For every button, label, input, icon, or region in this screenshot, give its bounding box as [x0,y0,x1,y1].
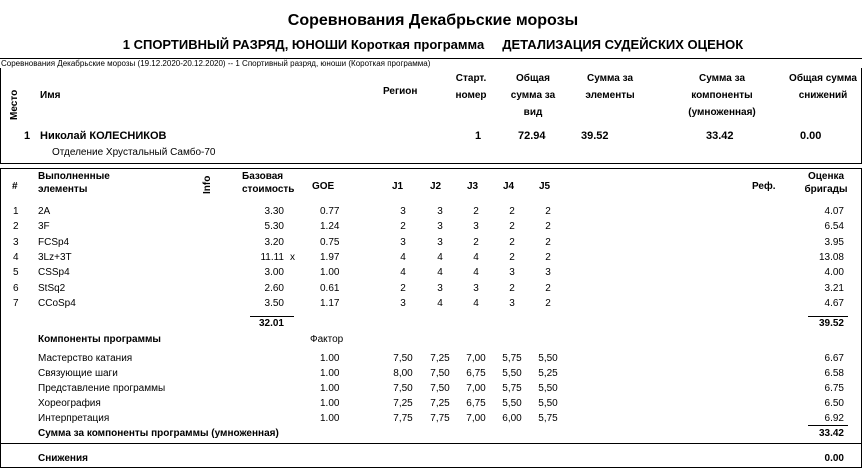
component-judge-3-score: 7,00 [466,413,486,424]
element-score: 13.08 [818,251,844,263]
element-base: 3.50 [264,297,284,309]
component-row [0,413,866,428]
element-judge-1-score: 2 [400,221,406,233]
element-name: CSSp4 [38,267,70,279]
element-num: 5 [13,267,19,279]
component-judge-2-score: 7,25 [430,398,450,409]
bottom-rule [0,467,862,468]
element-name: StSq2 [38,282,66,294]
component-judge-4-score: 5,75 [502,383,522,394]
element-judge-4-score: 2 [509,282,515,294]
element-base: 2.60 [264,282,284,294]
element-judge-5-score: 2 [545,206,551,217]
j3-header: J3 [467,181,479,192]
deductions-total: 0.00 [824,453,844,464]
component-score: 6.67 [824,353,844,364]
element-judge-1-score: 3 [400,206,406,217]
element-judge-5-score: 3 [545,267,551,279]
element-judge-2-score: 3 [437,221,443,233]
element-judge-5-score: 2 [545,251,551,263]
component-row [0,398,866,413]
component-judge-2-score: 7,50 [430,368,450,379]
element-goe: 0.61 [320,282,340,294]
component-judge-5-score: 5,50 [538,398,558,409]
component-judge-1-score: 7,75 [393,413,413,424]
component-name: Хореография [38,398,101,409]
element-judge-4-score: 2 [509,221,515,233]
region-header: Регион [383,86,418,97]
element-judge-5-score: 2 [545,282,551,294]
element-num: 1 [13,206,19,217]
element-judge-5-score: 2 [545,297,551,309]
elements-header: Сумма за элементы [585,73,635,101]
component-judge-1-score: 7,25 [393,398,413,409]
deductions-label: Снижения [38,453,88,464]
details-top [0,168,862,169]
ref-header: Реф. [752,181,776,192]
base-total: 32.01 [258,318,284,329]
element-row [0,267,866,282]
deductions-header: Общая сумма снижений [789,73,857,101]
element-judge-2-score: 3 [437,236,443,248]
element-judge-2-score: 3 [437,206,443,217]
score-header: Оценка бригады [804,171,848,195]
base-header: Базовая стоимость [242,171,295,195]
component-judge-4-score: 5,50 [502,398,522,409]
component-judge-1-score: 7,50 [393,353,413,364]
goe-header: GOE [312,181,335,192]
element-goe: 1.00 [320,267,340,279]
element-score: 6.54 [824,221,844,233]
element-base: 3.30 [264,206,284,217]
element-judge-1-score: 3 [400,236,406,248]
element-base: 11.11 [260,251,284,263]
element-judge-5-score: 2 [545,221,551,233]
component-judge-4-score: 5,75 [502,353,522,364]
element-judge-3-score: 4 [473,267,479,279]
component-judge-2-score: 7,50 [430,383,450,394]
component-judge-5-score: 5,50 [538,353,558,364]
element-goe: 1.24 [320,221,340,233]
element-goe: 1.97 [320,251,340,263]
component-judge-1-score: 7,50 [393,383,413,394]
element-score: 4.67 [824,297,844,309]
component-name: Связующие шаги [38,368,118,379]
element-num: 6 [13,282,19,294]
element-base: 3.20 [264,236,284,248]
element-num: 7 [13,297,19,309]
element-judge-4-score: 2 [509,236,515,248]
element-judge-4-score: 2 [509,206,515,217]
component-factor: 1.00 [320,383,340,394]
component-factor: 1.00 [320,353,340,364]
component-judge-4-score: 5,50 [502,368,522,379]
component-row [0,368,866,383]
name-header: Имя [40,90,61,101]
skater-club: Отделение Хрустальный Самбо-70 [52,147,216,158]
element-judge-5-score: 2 [545,236,551,248]
base-total-rule [250,316,294,317]
element-goe: 0.77 [320,206,340,217]
component-score: 6.58 [824,368,844,379]
element-judge-1-score: 4 [400,267,406,279]
element-name: FCSp4 [38,236,70,248]
component-judge-3-score: 6,75 [466,398,486,409]
element-row [0,252,866,267]
element-judge-3-score: 3 [473,221,479,233]
factor-header: Фактор [310,334,344,345]
element-judge-2-score: 4 [437,297,443,309]
component-judge-3-score: 6,75 [466,368,486,379]
element-judge-4-score: 3 [509,267,515,279]
element-judge-4-score: 2 [509,251,515,263]
element-score: 3.21 [824,282,844,294]
place-header: Место [9,89,20,120]
element-judge-3-score: 4 [473,251,479,263]
element-judge-3-score: 2 [473,206,479,217]
component-factor: 1.00 [320,413,340,424]
skater-total: 72.94 [518,130,546,142]
components-title: Компоненты программы [38,334,161,345]
element-num: 4 [13,251,19,263]
element-judge-3-score: 2 [473,236,479,248]
box-bottom [0,163,862,164]
component-judge-5-score: 5,50 [538,383,558,394]
element-row [0,206,866,221]
element-row [0,283,866,298]
element-bonus-marker: x [290,251,295,263]
element-score: 4.07 [824,206,844,217]
component-judge-5-score: 5,75 [538,413,558,424]
element-judge-1-score: 2 [400,282,406,294]
element-base: 5.30 [264,221,284,233]
element-judge-1-score: 3 [400,297,406,309]
component-judge-4-score: 6,00 [502,413,522,424]
num-header: # [12,181,18,192]
element-name: 3Lz+3T [38,251,72,263]
components-total-label: Сумма за компоненты программы (умноженная) [38,428,279,439]
element-judge-2-score: 3 [437,282,443,294]
skater-place: 1 [24,130,31,142]
j5-header: J5 [539,181,551,192]
component-factor: 1.00 [320,398,340,409]
components-total-rule [808,425,848,426]
component-row [0,383,866,398]
element-name: 2A [38,206,51,217]
competition-subheader: Соревнования Декабрьские морозы (19.12.2020-20.12.2020) -- 1 Спортивный разряд, юноши (Короткая программа) [1,59,431,68]
element-name: CCoSp4 [38,297,76,309]
component-name: Мастерство катания [38,353,133,364]
component-name: Представление программы [38,383,166,394]
element-score: 3.95 [824,236,844,248]
component-score: 6.50 [824,398,844,409]
component-judge-2-score: 7,75 [430,413,450,424]
event-title: Соревнования Декабрьские морозы [287,12,579,29]
skater-components: 33.42 [706,130,734,142]
element-score: 4.00 [824,267,844,279]
element-judge-2-score: 4 [437,267,443,279]
component-judge-1-score: 8,00 [393,368,413,379]
skater-elements: 39.52 [581,130,609,142]
element-judge-1-score: 4 [400,251,406,263]
j4-header: J4 [503,181,515,192]
element-base: 3.00 [264,267,284,279]
element-judge-4-score: 3 [509,297,515,309]
box-left [0,68,1,164]
element-judge-3-score: 4 [473,297,479,309]
component-score: 6.75 [824,383,844,394]
element-goe: 1.17 [320,297,340,309]
skater-deductions: 0.00 [800,130,822,142]
elements-list-header: Выполненные элементы [38,171,110,195]
component-score: 6.92 [824,413,844,424]
elements-total-rule [808,316,848,317]
elements-total: 39.52 [818,318,844,329]
component-judge-3-score: 7,00 [466,383,486,394]
deductions-rule [0,443,862,444]
element-row [0,237,866,252]
component-judge-5-score: 5,25 [538,368,558,379]
category-line: 1 СПОРТИВНЫЙ РАЗРЯД, ЮНОШИ Короткая программа ДЕТАЛИЗАЦИЯ СУДЕЙСКИХ ОЦЕНОК [122,37,744,52]
element-goe: 0.75 [320,236,340,248]
element-row [0,298,866,313]
j1-header: J1 [392,181,404,192]
info-header: Info [202,175,213,194]
total-header: Общая сумма за вид [510,73,556,118]
element-row [0,221,866,236]
component-factor: 1.00 [320,368,340,379]
components-header: Сумма за компоненты (умноженная) [688,73,756,118]
components-total: 33.42 [818,428,844,439]
element-num: 3 [13,236,19,248]
j2-header: J2 [430,181,442,192]
component-judge-2-score: 7,25 [430,353,450,364]
element-num: 2 [13,221,19,233]
element-judge-2-score: 4 [437,251,443,263]
component-row [0,353,866,368]
skater-name: Николай КОЛЕСНИКОВ [40,130,167,142]
component-judge-3-score: 7,00 [466,353,486,364]
element-judge-3-score: 3 [473,282,479,294]
start-no-header: Старт. номер [455,73,487,101]
skater-start-no: 1 [475,130,482,142]
box-right [861,68,862,164]
element-name: 3F [38,221,50,233]
component-name: Интерпретация [38,413,110,424]
